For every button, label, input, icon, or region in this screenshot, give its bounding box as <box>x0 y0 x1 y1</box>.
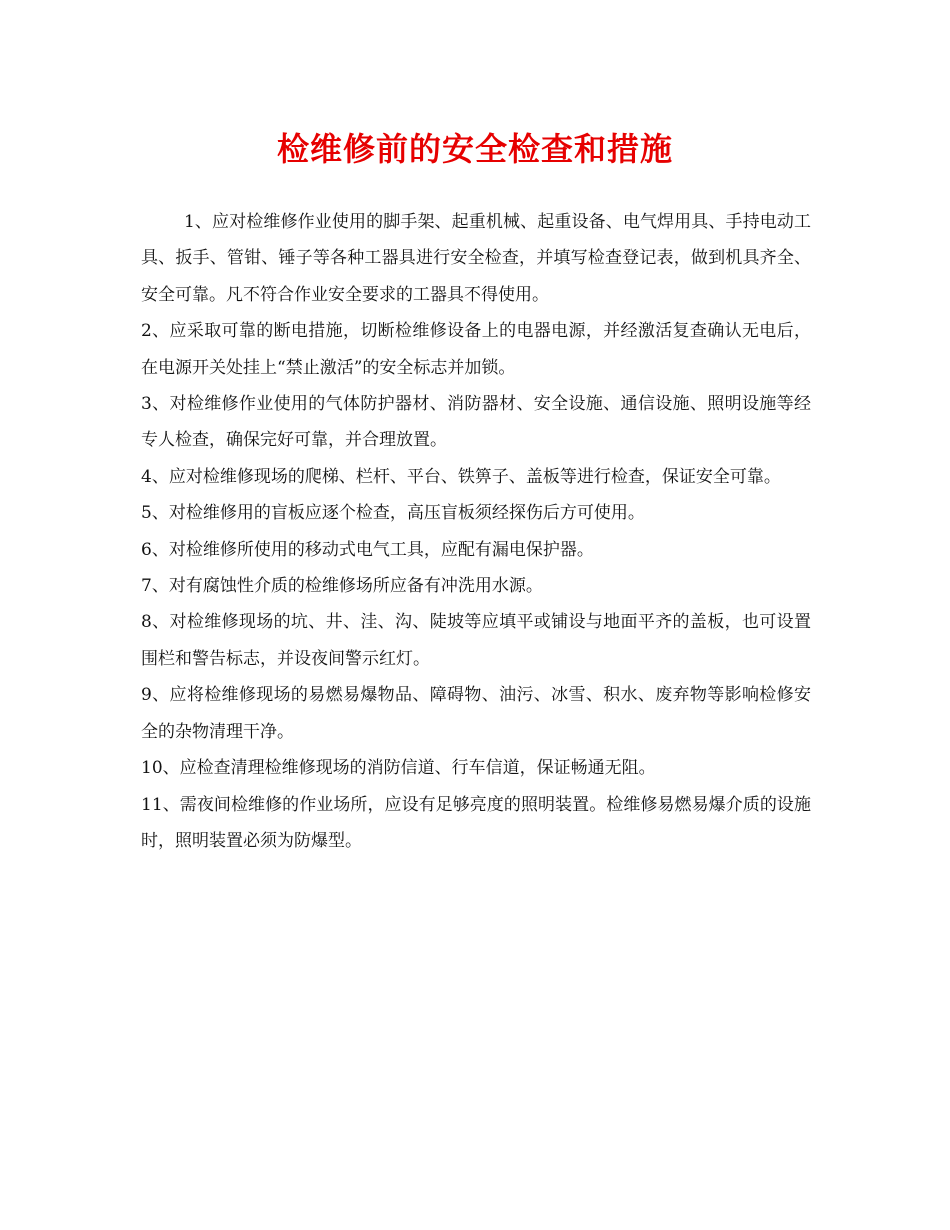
paragraph-3: 3、对检维修作业使用的气体防护器材、消防器材、安全设施、通信设施、照明设施等经专人检查，确保完好可靠，并合理放置。 <box>141 394 811 451</box>
paragraph-5: 5、对检维修用的盲板应逐个检查，高压盲板须经探伤后方可使用。 <box>141 503 645 524</box>
paragraph-8: 8、对检维修现场的坑、井、洼、沟、陡坡等应填平或铺设与地面平齐的盖板，也可设置围栏和警告标志，并设夜间警示红灯。 <box>141 612 811 669</box>
paragraph-1: 1、应对检维修作业使用的脚手架、起重机械、起重设备、电气焊用具、手持电动工具、扳手、管钳、锤子等各种工器具进行安全检查，并填写检查登记表，做到机具齐全、安全可靠。凡不符合作业安全要求的工器具不得使用。 <box>141 212 811 305</box>
paragraph-2: 2、应采取可靠的断电措施，切断检维修设备上的电器电源，并经激活复查确认无电后，在电源开关处挂上“禁止激活”的安全标志并加锁。 <box>141 321 811 378</box>
document-title: 检维修前的安全检查和措施 <box>276 130 673 168</box>
paragraph-9: 9、应将检维修现场的易燃易爆物品、障碍物、油污、冰雪、积水、废弃物等影响检修安全的杂物清理干净。 <box>141 685 811 742</box>
paragraph-4: 4、应对检维修现场的爬梯、栏杆、平台、铁箅子、盖板等进行检查，保证安全可靠。 <box>141 466 781 487</box>
paragraph-7: 7、对有腐蚀性介质的检维修场所应备有冲洗用水源。 <box>141 576 543 597</box>
paragraph-10: 10、应检查清理检维修现场的消防信道、行车信道，保证畅通无阻。 <box>141 758 656 779</box>
document-body <box>141 204 811 859</box>
paragraph-6: 6、对检维修所使用的移动式电气工具，应配有漏电保护器。 <box>141 539 594 560</box>
paragraph-11: 11、需夜间检维修的作业场所，应设有足够亮度的照明装置。检维修易燃易爆介质的设施时，照明装置必须为防爆型。 <box>141 794 811 851</box>
